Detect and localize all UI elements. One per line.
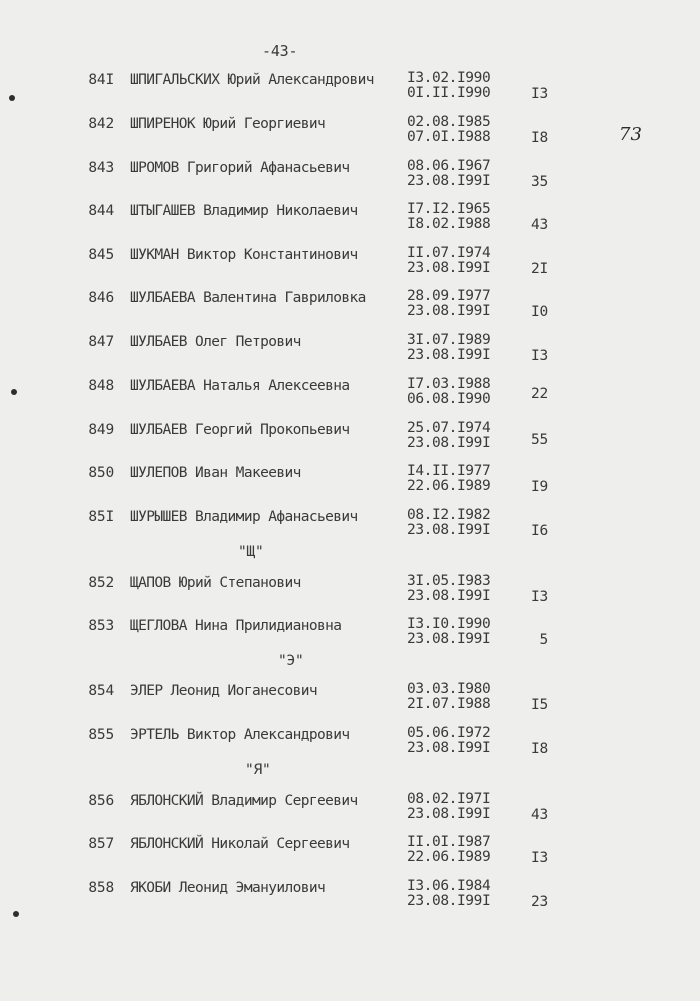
entry-number: 849 xyxy=(88,422,114,438)
entry-number: 847 xyxy=(88,334,114,350)
entry-end-date: 23.08.I99I xyxy=(407,347,491,363)
entry-count: I3 xyxy=(530,589,548,605)
entry-end-date: 23.08.I99I xyxy=(407,260,491,276)
entry-name: ШУЛЕПОВ Иван Макеевич xyxy=(130,465,301,481)
entry-start-date: I7.I2.I965 xyxy=(407,201,491,217)
entry-end-date: I8.02.I988 xyxy=(407,216,491,232)
entry-name: ЭЛЕР Леонид Иоганесович xyxy=(130,683,317,699)
entry-number: 84I xyxy=(88,72,114,88)
entry-start-date: 08.I2.I982 xyxy=(407,507,491,523)
entry-start-date: 25.07.I974 xyxy=(407,420,491,436)
entry-end-date: 07.0I.I988 xyxy=(407,129,491,145)
entry-number: 843 xyxy=(88,160,114,176)
entry-number: 856 xyxy=(88,793,114,809)
punch-hole-mark xyxy=(11,389,17,395)
entry-name: ЯБЛОНСКИЙ Владимир Сергеевич xyxy=(130,793,358,809)
entry-name: ШУЛБАЕВА Валентина Гавриловка xyxy=(130,290,366,306)
entry-name: ШРОМОВ Григорий Афанасьевич xyxy=(130,160,350,176)
entry-end-date: 23.08.I99I xyxy=(407,435,491,451)
entry-count: I8 xyxy=(530,130,548,146)
entry-count: 55 xyxy=(530,432,548,448)
entry-count: I5 xyxy=(530,697,548,713)
entry-count: 23 xyxy=(530,894,548,910)
entry-end-date: 23.08.I99I xyxy=(407,303,491,319)
entry-start-date: II.0I.I987 xyxy=(407,834,491,850)
entry-start-date: II.07.I974 xyxy=(407,245,491,261)
entry-number: 855 xyxy=(88,727,114,743)
entry-start-date: I3.02.I990 xyxy=(407,70,491,86)
entry-name: ЭРТЕЛЬ Виктор Александрович xyxy=(130,727,350,743)
page-number: -43- xyxy=(262,42,298,60)
entry-number: 857 xyxy=(88,836,114,852)
entry-number: 845 xyxy=(88,247,114,263)
entry-count: 22 xyxy=(530,386,548,402)
entry-number: 848 xyxy=(88,378,114,394)
entry-number: 852 xyxy=(88,575,114,591)
entry-end-date: 06.08.I990 xyxy=(407,391,491,407)
entry-number: 842 xyxy=(88,116,114,132)
entry-name: ШУЛБАЕВ Олег Петрович xyxy=(130,334,301,350)
entry-number: 846 xyxy=(88,290,114,306)
entry-start-date: 08.06.I967 xyxy=(407,158,491,174)
entry-start-date: I4.II.I977 xyxy=(407,463,491,479)
entry-count: 35 xyxy=(530,174,548,190)
entry-name: ШТЫГАШЕВ Владимир Николаевич xyxy=(130,203,358,219)
entry-name: ШУЛБАЕВА Наталья Алексеевна xyxy=(130,378,350,394)
entry-end-date: 23.08.I99I xyxy=(407,893,491,909)
entry-end-date: 22.06.I989 xyxy=(407,478,491,494)
entry-number: 854 xyxy=(88,683,114,699)
entry-number: 85I xyxy=(88,509,114,525)
punch-hole-mark xyxy=(9,95,15,101)
entry-end-date: 0I.II.I990 xyxy=(407,85,491,101)
entry-name: ЯБЛОНСКИЙ Николай Сергеевич xyxy=(130,836,350,852)
entry-count: 43 xyxy=(530,217,548,233)
entry-count: I9 xyxy=(530,479,548,495)
entry-count: I3 xyxy=(530,348,548,364)
entry-count: I8 xyxy=(530,741,548,757)
entry-start-date: 05.06.I972 xyxy=(407,725,491,741)
entry-name: ЩЕГЛОВА Нина Прилидиановна xyxy=(130,618,342,634)
entry-start-date: I3.I0.I990 xyxy=(407,616,491,632)
entry-start-date: I7.03.I988 xyxy=(407,376,491,392)
entry-name: ШУКМАН Виктор Константинович xyxy=(130,247,358,263)
entry-count: I3 xyxy=(530,86,548,102)
letter-section-header: "Щ" xyxy=(238,544,264,560)
entry-count: 2I xyxy=(530,261,548,277)
entry-number: 853 xyxy=(88,618,114,634)
letter-section-header: "Э" xyxy=(278,653,304,669)
entry-end-date: 23.08.I99I xyxy=(407,631,491,647)
entry-name: ЩАПОВ Юрий Степанович xyxy=(130,575,301,591)
entry-count: 43 xyxy=(530,807,548,823)
letter-section-header: "Я" xyxy=(245,762,271,778)
entry-end-date: 23.08.I99I xyxy=(407,173,491,189)
entry-name: ШПИРЕНОК Юрий Георгиевич xyxy=(130,116,326,132)
entry-name: ЯКОБИ Леонид Эмануилович xyxy=(130,880,326,896)
entry-end-date: 23.08.I99I xyxy=(407,588,491,604)
entry-number: 850 xyxy=(88,465,114,481)
entry-start-date: 03.03.I980 xyxy=(407,681,491,697)
entry-start-date: 08.02.I97I xyxy=(407,791,491,807)
entry-start-date: 3I.07.I989 xyxy=(407,332,491,348)
punch-hole-mark xyxy=(13,911,19,917)
entry-end-date: 23.08.I99I xyxy=(407,806,491,822)
entry-end-date: 2I.07.I988 xyxy=(407,696,491,712)
entry-number: 844 xyxy=(88,203,114,219)
entry-name: ШУЛБАЕВ Георгий Прокопьевич xyxy=(130,422,350,438)
entry-start-date: I3.06.I984 xyxy=(407,878,491,894)
handwritten-sheet-number: 73 xyxy=(619,124,642,145)
entry-count: I3 xyxy=(530,850,548,866)
entry-end-date: 22.06.I989 xyxy=(407,849,491,865)
entry-name: ШУРЫШЕВ Владимир Афанасьевич xyxy=(130,509,358,525)
entry-start-date: 02.08.I985 xyxy=(407,114,491,130)
entry-start-date: 3I.05.I983 xyxy=(407,573,491,589)
entry-end-date: 23.08.I99I xyxy=(407,522,491,538)
entry-number: 858 xyxy=(88,880,114,896)
entry-count: I6 xyxy=(530,523,548,539)
entry-start-date: 28.09.I977 xyxy=(407,288,491,304)
entry-end-date: 23.08.I99I xyxy=(407,740,491,756)
entry-count: 5 xyxy=(539,632,548,648)
entry-count: I0 xyxy=(530,304,548,320)
entry-name: ШПИГАЛЬСКИХ Юрий Александрович xyxy=(130,72,374,88)
